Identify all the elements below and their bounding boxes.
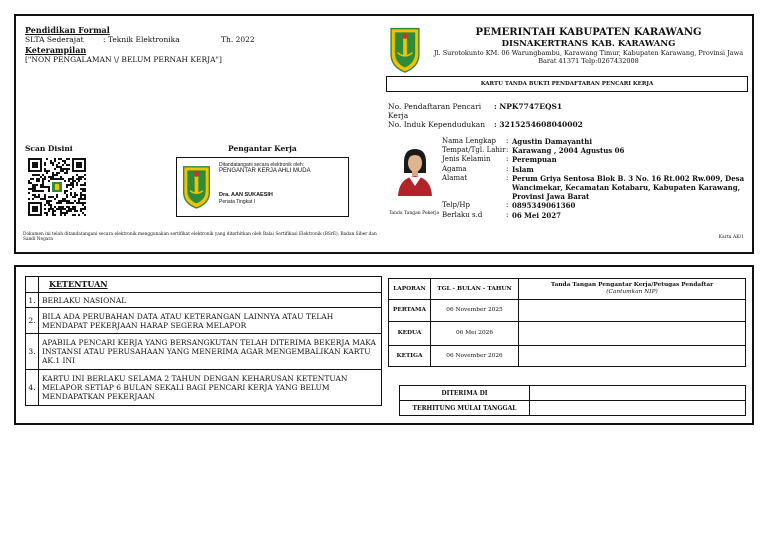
card-back	[14, 265, 754, 425]
education-year: Th. 2022	[221, 35, 255, 44]
rules-title: KETENTUAN	[39, 277, 382, 293]
registration-row	[388, 102, 748, 120]
detail-value: Agustin Damayanthi	[512, 137, 592, 146]
department-name: DISNAKERTRANS KAB. KARAWANG	[501, 39, 676, 49]
table-row	[26, 277, 382, 293]
scan-label: Scan Disini	[25, 144, 73, 153]
detail-row	[442, 174, 752, 202]
table-row	[389, 322, 746, 346]
report-date: 06 November 2026	[431, 346, 519, 367]
detail-row	[442, 137, 752, 146]
photo-caption: Tanda Tangan Pekerja	[388, 211, 440, 216]
registration-label: No. Pendaftaran Pencari Kerja	[388, 102, 482, 120]
registration-label: No. Induk Kependudukan	[388, 120, 486, 129]
detail-separator: :	[506, 155, 509, 164]
rule-text: BERLAKU NASIONAL	[39, 293, 382, 308]
detail-separator: :	[506, 164, 509, 173]
signature-column-header	[519, 279, 746, 300]
pengantar-label: Pengantar Kerja	[228, 144, 297, 153]
card-code: Kartu AK/1	[718, 235, 744, 240]
detail-label: Telp/Hp	[442, 201, 470, 210]
rules-table	[25, 276, 382, 406]
table-row	[400, 401, 746, 416]
government-name: PEMERINTAH KABUPATEN KARAWANG	[475, 27, 702, 38]
detail-row	[442, 146, 752, 155]
table-row	[26, 334, 382, 370]
detail-separator: :	[506, 210, 509, 219]
registration-value: : 3215254608040002	[494, 120, 583, 129]
detail-separator: :	[506, 201, 509, 210]
counted-from-cell[interactable]	[530, 401, 746, 416]
skill-title: Keterampilan	[25, 45, 87, 55]
skill-value: ["NON PENGALAMAN \/ BELUM PERNAH KERJA"]	[25, 55, 222, 64]
government-address: Jl. Surotokunto KM. 06 Warungbambu, Karawang Timur, Kabupaten Karawang, Provinsi Jawa Barat 41371 Telp:0267432008	[433, 49, 744, 65]
education-major: : Teknik Elektronika	[103, 35, 180, 44]
card-front	[14, 14, 754, 254]
table-row	[400, 386, 746, 401]
detail-value: Islam	[512, 164, 534, 174]
detail-label: Alamat	[442, 173, 468, 182]
signer-title: PENGANTAR KERJA AHLI MUDA	[219, 168, 311, 174]
rule-text: BILA ADA PERUBAHAN DATA ATAU KETERANGAN LAINNYA ATAU TELAH MENDAPAT PEKERJAAN HARAP SEGERA MELAPOR	[39, 308, 382, 334]
signed-note: Ditandatangani secara elektronik oleh:	[219, 162, 305, 168]
table-row	[26, 370, 382, 406]
detail-row	[442, 201, 752, 210]
detail-label: Tempat/Tgl. Lahir	[442, 146, 506, 155]
registration-value: : NPK7747EQS1	[494, 102, 563, 111]
rules-corner-cell	[26, 277, 39, 293]
accepted-at-label: DITERIMA DI	[400, 386, 530, 401]
electronic-signature-box	[176, 157, 349, 217]
qr-code[interactable]	[28, 158, 86, 216]
education-row	[25, 35, 355, 45]
column-header: LAPORAN	[389, 279, 431, 300]
signature-cell[interactable]	[519, 300, 746, 322]
detail-value: Perempuan	[512, 155, 557, 165]
detail-label: Agama	[442, 164, 467, 173]
detail-row	[442, 165, 752, 174]
acceptance-table	[399, 385, 746, 416]
rule-text: APABILA PENCARI KERJA YANG BERSANGKUTAN TELAH DITERIMA BEKERJA MAKA INSTANSI ATAU PERUSAHAAN YANG MENERIMA AGAR MENGEMBALIKAN KARTU AK.1 INI	[39, 334, 382, 370]
registration-section	[388, 102, 748, 129]
report-label: KETIGA	[389, 346, 431, 367]
detail-row	[442, 155, 752, 164]
report-date: 06 Mei 2026	[431, 322, 519, 346]
detail-label: Berlaku s.d	[442, 210, 483, 219]
education-section	[25, 25, 355, 64]
column-header: Tanda Tangan Pengantar Kerja/Petugas Pendaftar	[550, 282, 714, 288]
detail-separator: :	[506, 137, 509, 145]
signer-name: Dra. AAN SUKAESIH	[219, 192, 273, 198]
detail-value: 0895349061360	[512, 201, 576, 211]
registration-row	[388, 120, 748, 129]
signature-cell[interactable]	[519, 346, 746, 367]
rule-number: 2.	[26, 308, 39, 334]
rule-number: 3.	[26, 334, 39, 370]
detail-label: Jenis Kelamin	[442, 155, 491, 164]
counted-from-label: TERHITUNG MULAI TANGGAL	[400, 401, 530, 416]
table-row	[389, 346, 746, 367]
detail-separator: :	[506, 173, 509, 182]
formal-education-title: Pendidikan Formal	[25, 25, 110, 35]
signature-cell[interactable]	[519, 322, 746, 346]
table-row	[389, 300, 746, 322]
table-row	[26, 293, 382, 308]
applicant-photo	[394, 142, 436, 196]
column-note: (Cantumkan NIP)	[606, 289, 658, 295]
report-label: PERTAMA	[389, 300, 431, 322]
detail-row	[442, 211, 752, 220]
signer-rank: Penata Tingkat I	[219, 198, 256, 205]
rule-text: KARTU INI BERLAKU SELAMA 2 TAHUN DENGAN KEHARUSAN KETENTUAN MELAPOR SETIAP 6 BULAN SEKALI BAGI PENCARI KERJA YANG BELUM MENDAPATKAN PEKERJAAN	[39, 370, 382, 406]
report-label: KEDUA	[389, 322, 431, 346]
report-table	[388, 278, 746, 367]
table-row	[389, 279, 746, 300]
karawang-emblem-icon	[180, 161, 213, 211]
detail-label: Nama Lengkap	[442, 137, 497, 145]
karawang-emblem-icon	[387, 24, 423, 74]
detail-value: Perum Griya Sentosa Blok B. 3 No. 16 Rt.002 Rw.009, Desa Wancimekar, Kecamatan Kotabaru, Kabupaten Karawang, Provinsi Jawa Barat	[512, 173, 745, 202]
detail-value: 06 Mei 2027	[512, 210, 561, 220]
detail-value: Karawang , 2004 Agustus 06	[512, 146, 625, 156]
education-level: SLTA Sederajat	[25, 35, 84, 44]
applicant-details	[442, 137, 752, 220]
accepted-at-cell[interactable]	[530, 386, 746, 401]
detail-separator: :	[506, 146, 509, 155]
rule-number: 4.	[26, 370, 39, 406]
column-header: TGL - BULAN - TAHUN	[431, 279, 519, 300]
table-row	[26, 308, 382, 334]
government-header	[426, 27, 751, 65]
rule-number: 1.	[26, 293, 39, 308]
card-title: KARTU TANDA BUKTI PENDAFTARAN PENCARI KERJA	[386, 76, 748, 92]
report-date: 06 November 2025	[431, 300, 519, 322]
footnote: Dokumen ini telah ditandatangani secara elektronik menggunakan sertifikat elektronik yang diterbitkan oleh Balai Sertifikasi Elektronik (BSrE), Badan Siber dan Sandi Negara	[23, 232, 377, 243]
signature-text	[219, 162, 347, 205]
